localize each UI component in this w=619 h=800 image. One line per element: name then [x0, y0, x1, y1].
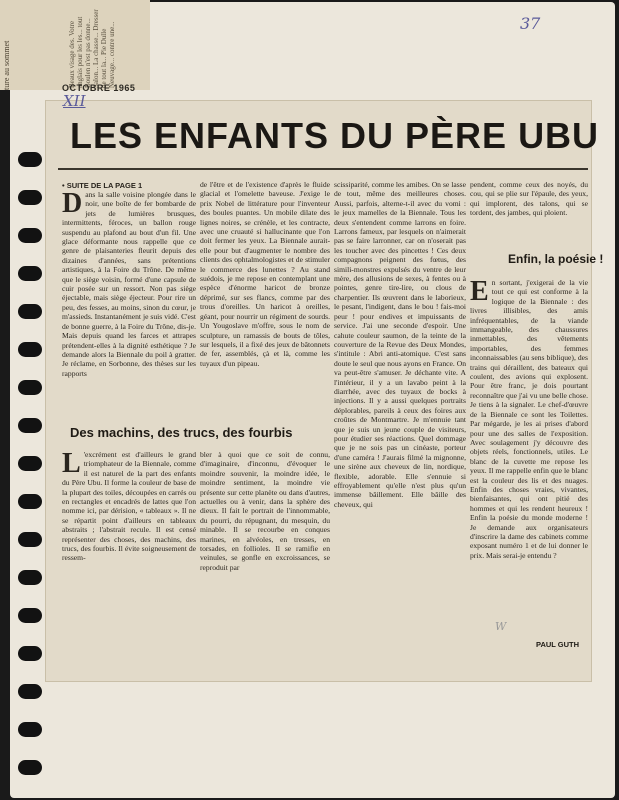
- binder-hole: [18, 190, 42, 205]
- column-text: bler à quoi que ce soit de connu, d'imaginaire, d'inconnu, d'évoquer le moindre souvenir, la moindre idée, le moindre sentiment, la moindre vie présente sur cette planète ou dans d'autres, actuelles ou à venir, dans la sphère des dieux. Il fait le portrait de l'innommable, du pourri, du répugnant, du mesquin, du minable. Il se recourbe en conques marines, en alvéoles, en tresses, en torsades, en follioles. Il se ramifie en veinules, se gonfle en excroissances, se reproduit par: [200, 450, 330, 572]
- binder-hole: [18, 228, 42, 243]
- binder-hole: [18, 418, 42, 433]
- article-column-2: [200, 180, 330, 412]
- top-clipping: [0, 0, 150, 90]
- binder-hole: [18, 380, 42, 395]
- sidebar-clip-text: ture au sommet: [2, 40, 11, 90]
- binder-hole: [18, 532, 42, 547]
- article-column-1: [62, 190, 196, 422]
- binder-hole: [18, 152, 42, 167]
- article-column-2b: [200, 450, 330, 630]
- binder-hole: [18, 456, 42, 471]
- article-column-1b: [62, 450, 196, 630]
- suite-label: • SUITE DE LA PAGE 1: [62, 181, 143, 190]
- headline-rule: [58, 168, 588, 170]
- article-column-4b: [470, 278, 588, 578]
- article-column-3: [334, 180, 466, 650]
- binder-hole: [18, 342, 42, 357]
- author-signature: PAUL GUTH: [536, 640, 580, 649]
- margin-note: W: [495, 620, 507, 633]
- handwritten-issue-number: XII: [63, 92, 86, 110]
- binder-hole: [18, 570, 42, 585]
- dropcap: E: [470, 278, 489, 307]
- binder-hole: [18, 722, 42, 737]
- binder-holes: [18, 152, 44, 792]
- column-text: de l'être et de l'existence d'après le fluide glacial et l'omelette baveuse. J'exige le prix Nobel de littérature pour l'inventeur des boules puantes. Un mobile dilate des lignes noires, se crénèle, et les contracte, avec une cruauté si hallucinante que l'on doit fermer les yeux. La Biennale aurait-elle pour but d'augmenter le nombre des clients des ophtalmologistes et de stimuler le commerce des lunettes ? Au stand suédois, je me repose en contemplant une espèce d'énorme haricot de bronze déprimé, sur ses flancs, comme par des trous d'oreilles. Un haricot à oreilles, géant, pour nourrir un régiment de sourds. Un Yougoslave m'offre, sous le nom de sculpture, un ramassis de bouts de tôles, sur lesquels, il a fixé des jeux de bâtonnets de fer, assemblés, çà et là, comme les tuyaux d'un pipeau.: [200, 180, 330, 368]
- binder-hole: [18, 304, 42, 319]
- column-text: n sortant, j'exigerai de la vie tout ce qui est conforme à la logique de la Biennale : des livres illisibles, des amis infréquentables, de la viande immangeable, des chaussures inmettables, des vêtements importables, des femmes inconnaissables (au sens biblique), des trains qui déraillent, des bateaux qui coulent, des avions qui explosent. Pour être franc, je dois pourtant reconnaître que j'ai vu une belle chose. Je tiens à la signaler. Le chef-d'œuvre de la Biennale ce sont les Toilettes. Par mégarde, je les ai prises d'abord pour une des salles de l'exposition. Avec soulagement j'y découvre des objets réels, fonctionnels, utiles. Le blanc de la cuvette me repose les yeux. Il me rappelle enfin que le blanc est la couleur des lis et des nuages. Enfin des choses vraies, vivantes, bienfaisantes, qui ont pitié des hommes et qui les rendent heureux ! Enfin la poésie du monde moderne ! Je demande aux organisateurs d'inscrire la dame des cabinets comme exposant numéro 1 et de lui donner le prix. Mais serai-je entendu ?: [470, 278, 588, 560]
- binder-hole: [18, 684, 42, 699]
- binder-hole: [18, 608, 42, 623]
- subheading: Des machins, des trucs, des fourbis: [70, 425, 293, 440]
- issue-date: OCTOBRE 1965: [62, 83, 136, 93]
- binder-hole: [18, 760, 42, 775]
- column-text: scissiparité, comme les amibes. On se lasse de tout, même des meilleures choses. Aussi, parfois, alterne-t-il avec du vomi : le jeux mamelles de la Biennale. Tous les deux s'entendent comme larrons en foire. Larrons fameux, par lesquels on n'aimerait pas se faire larronner, car on n'oserait pas les toucher avec des pincettes ! Ces deux compagnons peignent des fœtus, des simili-monstres expulsés du ventre de leur mère, des allusions de sexes, à fentes ou à pointes, genre tire-lire, ou clous de charpentier. Ils œuvrent dans le laborieux, le pesant, l'indigent, dans le bou ! fais-moi peur ! pour endives et impuissants de service. J'ai une seconde d'espoir. Une cahute couleur saumon, de la teinte de la couverture de la Revue des Deux Mondes, s'intitule : Abri anti-atomique. C'est sans doute le seul que nous ayons en France. On va peut-être s'amuser. Je déchante vite. A l'intérieur, il y a un lavabo peint à la diarrhée, avec des tuyaux de bocks à injections. Il y a aussi quelques portraits déplorables, pareils à ceux des foires aux croûtes de Montmartre. Je m'ennuie tant que je suis un jeune couple de visiteurs, pour étudier ses réactions. Quel dommage que je ne sois pas un cinéaste, porteur d'une caméra ! J'aurais filmé la mignonne, une sirène aux cheveux de lin, nordique, flexible, adorable. Elle s'ennuie si effroyablement qu'elle n'est plus qu'un immense bâillement. Elle bâille des cheveux, qui: [334, 180, 466, 509]
- brief-clip-text: Beaux visage des. Votre anglais pour les les... tout Boulen n'est pas donne... Salon... La chasse... Dresser de tout la... Pie Dulle Neuvage... contre une...: [68, 9, 116, 88]
- article-column-4: [470, 180, 588, 228]
- headline: LES ENFANTS DU PÈRE UBU: [70, 115, 600, 156]
- handwritten-page-number: 37: [520, 14, 541, 33]
- dropcap: D: [62, 190, 83, 219]
- binder-hole: [18, 646, 42, 661]
- column-text: 'excrément est d'ailleurs le grand triomphateur de la Biennale, comme il est naturel de la part des enfants du Père Ubu. Il forme la couleur de base de la plupart des toiles, découpées en carrés ou en rectangles et encadrés de lattes que l'on nomme ici, par dérision, « tableaux ». Il ne se répartit point d'ailleurs en tableaux abstraits ; l'abstrait recule. Il est censé représenter des choses, des machins, des trucs, des fourbis. Il évite soigneusement de ressem-: [62, 450, 196, 563]
- binder-hole: [18, 266, 42, 281]
- subheading: Enfin, la poésie !: [508, 252, 604, 266]
- binder-hole: [18, 494, 42, 509]
- column-text: ans la salle voisine plongée dans le noir, une boîte de fer bombarde de jets de lumières brusques, intermittents, féroces, un ballon rouge suspendu au plafond au bout d'un fil. Une glace déformante nous rappelle que ce genre de plaisanteries fleurit depuis des dizaines d'années, sans prétentions artistiques, à la Foire du Trône. De même que le siège voisin, formé d'une capsule de cuir posée sur un ressort. Non pas siège éjectable, mais siège éjecteur. Pour rire un peu, des fesses, au moins, sinon du cœur, je m'assieds. Instantanément je suis vidé. C'est de bonne guerre, à la Foire du Trône, dis-je. Mais depuis quand les farces et attrapes prétendent-elles à la dignité esthétique ? Je demande alors la Biennale du poil à gratter. Je réclame, en Sorbonne, des thèses sur les rapports: [62, 190, 196, 378]
- dropcap: L: [62, 450, 81, 479]
- column-text: pendent, comme ceux des noyés, du cou, qui se plie sur l'épaule, des yeux, qui implorent, des talons, qui se tordent, des jambes, qui ploient.: [470, 180, 588, 218]
